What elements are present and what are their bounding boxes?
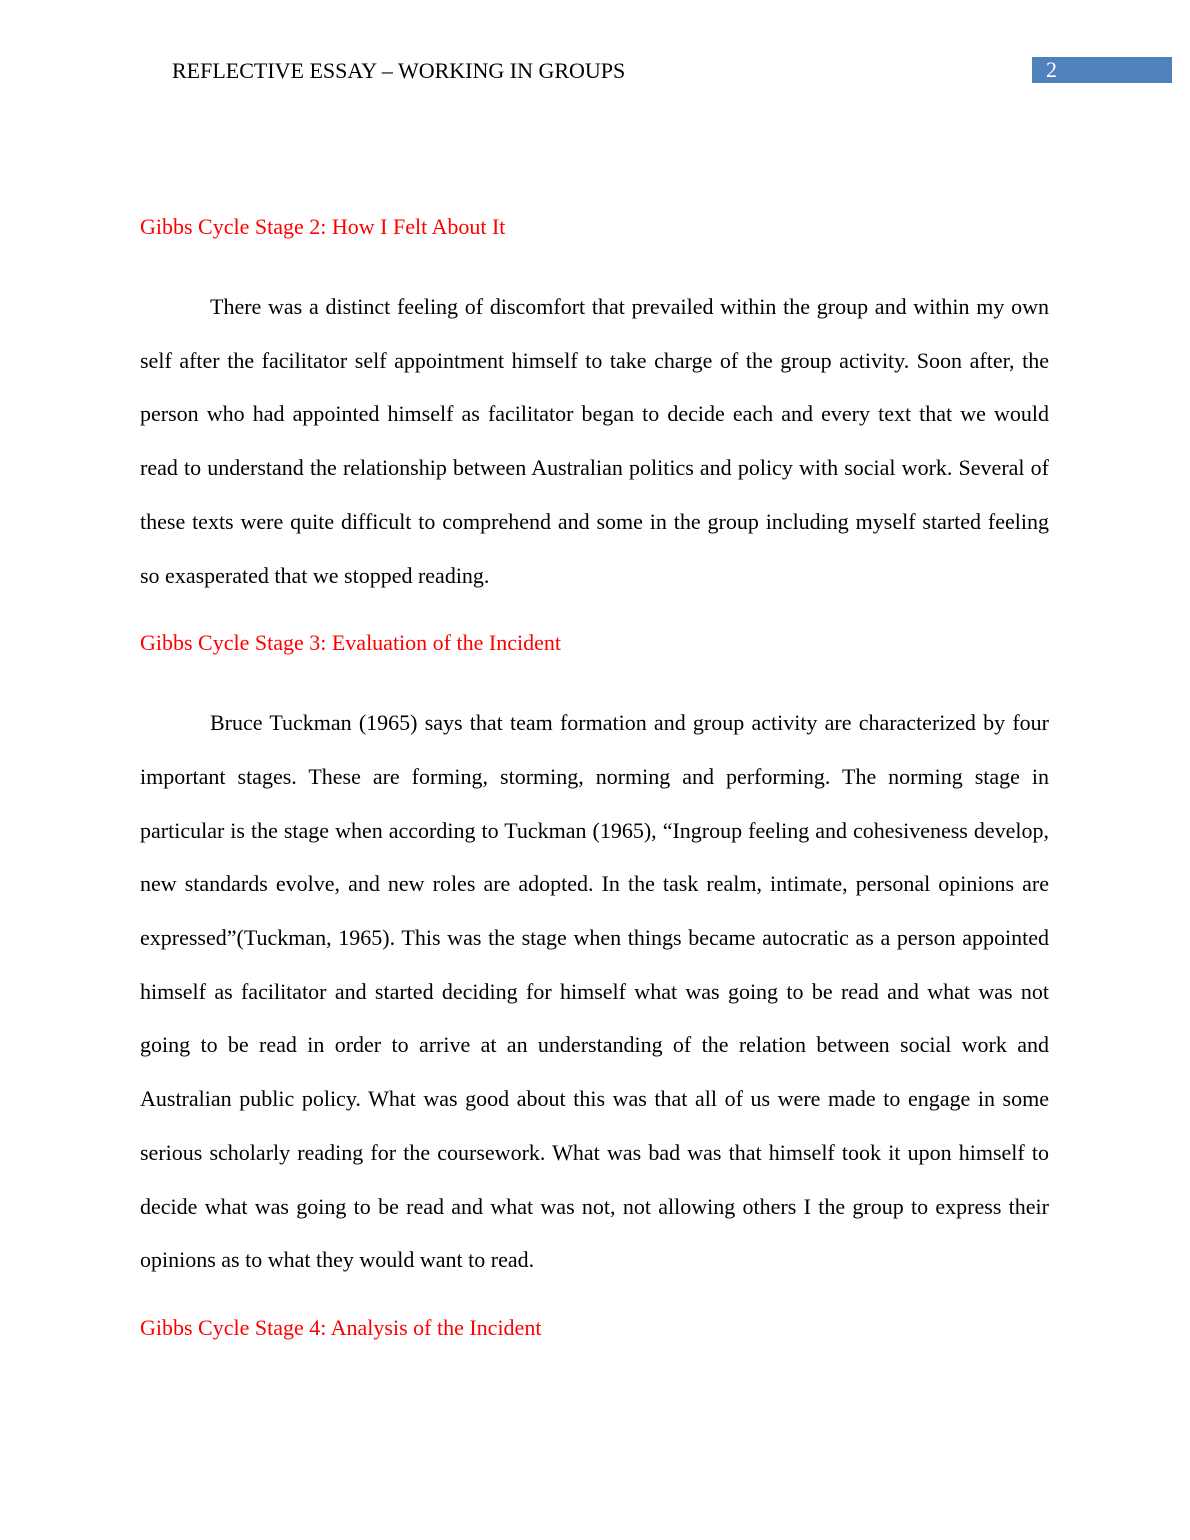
page-number-box: [1032, 57, 1172, 83]
paragraph-stage-3: Bruce Tuckman (1965) says that team formation and group activity are characterized by four important stages. These are forming, storming, norming and performing. The norming stage in particular is the stage when according to Tuckman (1965), “Ingroup feeling and cohesiveness develop, new standards evolve, and new roles are adopted. In the task realm, intimate, personal opinions are expressed”(Tuckman, 1965). This was the stage when things became autocratic as a person appointed himself as facilitator and started deciding for himself what was going to be read and what was not going to be read in order to arrive at an understanding of the relation between social work and Australian public policy. What was good about this was that all of us were made to engage in some serious scholarly reading for the coursework. What was bad was that himself took it upon himself to decide what was going to be read and what was not, not allowing others I the group to express their opinions as to what they would want to read.: [140, 710, 1049, 1273]
page-number: 2: [1046, 57, 1057, 82]
section-heading-stage-4: Gibbs Cycle Stage 4: Analysis of the Incident: [140, 1314, 542, 1340]
section-heading-stage-3: Gibbs Cycle Stage 3: Evaluation of the Incident: [140, 630, 561, 656]
section-heading-stage-2: Gibbs Cycle Stage 2: How I Felt About It: [140, 214, 506, 239]
running-header-title: REFLECTIVE ESSAY – WORKING IN GROUPS: [172, 58, 626, 83]
document-body: [140, 207, 1049, 1348]
paragraph-stage-2: There was a distinct feeling of discomfort that prevailed within the group and within my own self after the facilitator self appointment himself to take charge of the group activity. Soon after, the person who had appointed himself as facilitator began to decide each and every text that we would read to understand the relationship between Australian politics and policy with social work. Several of these texts were quite difficult to comprehend and some in the group including myself started feeling so exasperated that we stopped reading.: [140, 294, 1049, 588]
